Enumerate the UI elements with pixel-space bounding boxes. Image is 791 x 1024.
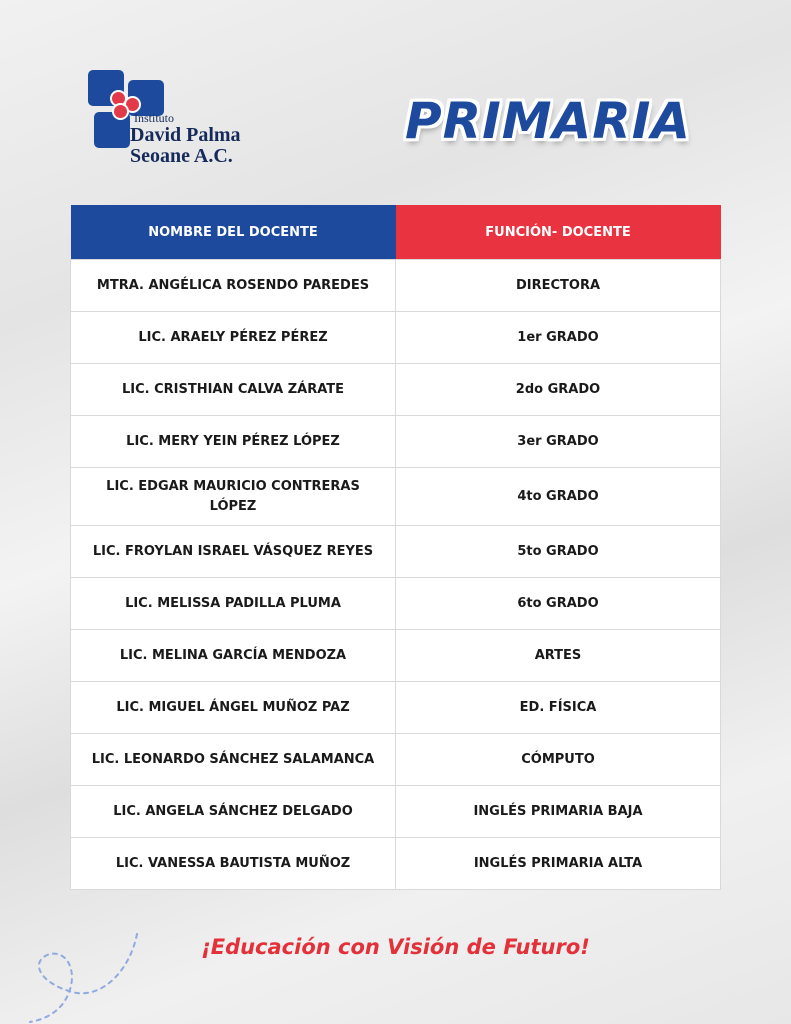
teacher-name: LIC. MIGUEL ÁNGEL MUÑOZ PAZ <box>71 682 396 734</box>
teacher-role: DIRECTORA <box>396 260 721 312</box>
teacher-role: INGLÉS PRIMARIA ALTA <box>396 838 721 890</box>
teacher-name: LIC. ARAELY PÉREZ PÉREZ <box>71 312 396 364</box>
teacher-role: 6to GRADO <box>396 578 721 630</box>
teacher-name: LIC. ANGELA SÁNCHEZ DELGADO <box>71 786 396 838</box>
teacher-role: INGLÉS PRIMARIA BAJA <box>396 786 721 838</box>
header-teacher-role: FUNCIÓN- DOCENTE <box>396 205 721 260</box>
page-title: PRIMARIA <box>405 92 692 150</box>
table-row <box>71 526 721 578</box>
teacher-name: LIC. MERY YEIN PÉREZ LÓPEZ <box>71 416 396 468</box>
teacher-name: LIC. MELISSA PADILLA PLUMA <box>71 578 396 630</box>
footer-slogan: ¡Educación con Visión de Futuro! <box>201 935 590 959</box>
table-row <box>71 416 721 468</box>
table-header-row <box>71 205 721 260</box>
logo-dot <box>112 103 129 120</box>
table-row <box>71 578 721 630</box>
teacher-name: MTRA. ANGÉLICA ROSENDO PAREDES <box>71 260 396 312</box>
teacher-role: ARTES <box>396 630 721 682</box>
table-row <box>71 260 721 312</box>
table-row <box>71 364 721 416</box>
table-row <box>71 786 721 838</box>
logo-text <box>130 112 241 166</box>
institute-logo <box>88 70 263 170</box>
logo-line-3: Seoane A.C. <box>130 145 233 167</box>
teacher-role: 4to GRADO <box>396 468 721 526</box>
teacher-name: LIC. MELINA GARCÍA MENDOZA <box>71 630 396 682</box>
staff-table <box>70 205 721 890</box>
teacher-role: 1er GRADO <box>396 312 721 364</box>
teacher-name: LIC. EDGAR MAURICIO CONTRERAS LÓPEZ <box>71 468 396 526</box>
teacher-name: LIC. LEONARDO SÁNCHEZ SALAMANCA <box>71 734 396 786</box>
table-row <box>71 682 721 734</box>
logo-line-2: David Palma <box>130 124 241 146</box>
teacher-role: 5to GRADO <box>396 526 721 578</box>
teacher-role: 2do GRADO <box>396 364 721 416</box>
logo-line-1: Instituto <box>134 111 175 125</box>
teacher-name: LIC. FROYLAN ISRAEL VÁSQUEZ REYES <box>71 526 396 578</box>
teacher-role: ED. FÍSICA <box>396 682 721 734</box>
teacher-role: CÓMPUTO <box>396 734 721 786</box>
table-row <box>71 468 721 526</box>
table-row <box>71 838 721 890</box>
teacher-role: 3er GRADO <box>396 416 721 468</box>
teacher-name: LIC. VANESSA BAUTISTA MUÑOZ <box>71 838 396 890</box>
table-row <box>71 312 721 364</box>
table-row <box>71 734 721 786</box>
header-teacher-name: NOMBRE DEL DOCENTE <box>71 205 396 260</box>
table-row <box>71 630 721 682</box>
teacher-name: LIC. CRISTHIAN CALVA ZÁRATE <box>71 364 396 416</box>
